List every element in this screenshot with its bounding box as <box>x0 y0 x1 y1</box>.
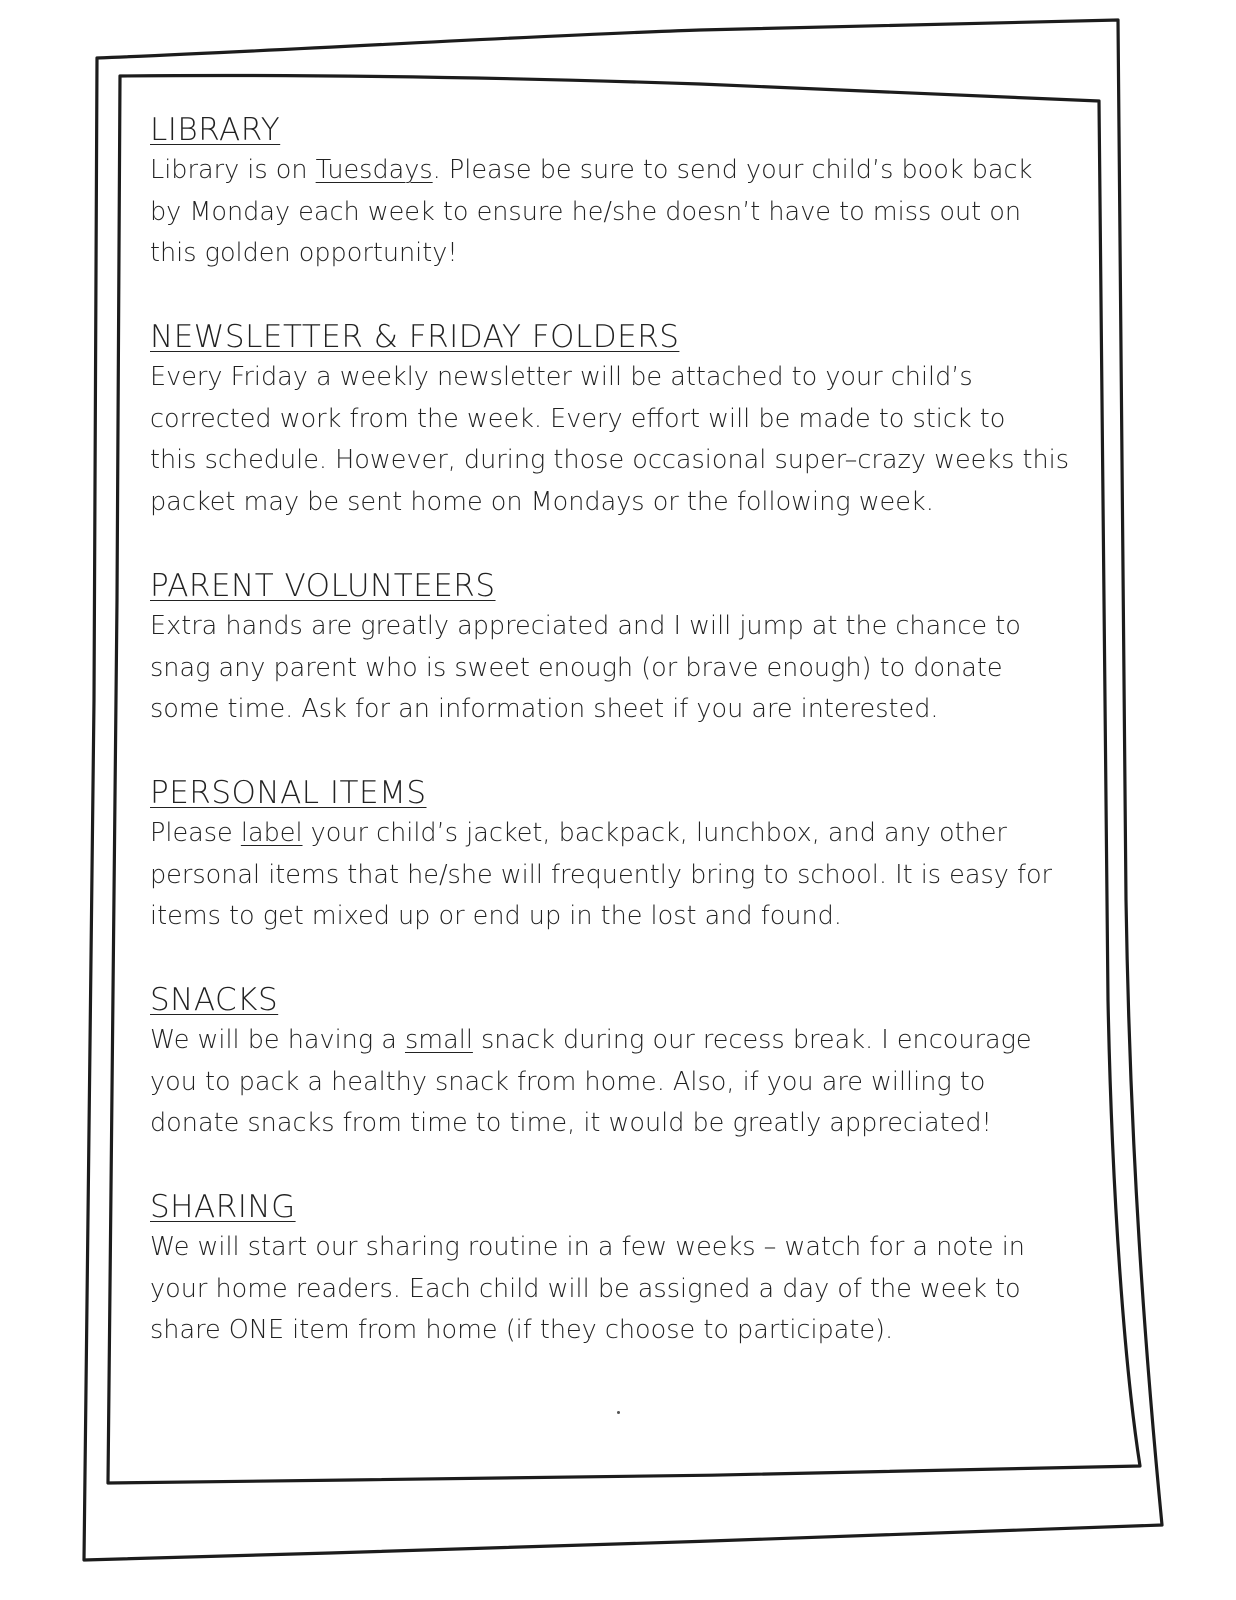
snacks-heading: SNACKS <box>150 982 279 1018</box>
text-run: Please <box>150 818 241 848</box>
paragraph-line: by Monday each week to ensure he/she doesn’t have to miss out on <box>150 196 1022 227</box>
paragraph-line <box>150 1020 1100 1062</box>
ink-speck <box>617 1411 620 1414</box>
paragraph-line <box>150 813 1100 855</box>
section-sharing <box>150 1187 1100 1352</box>
paragraph-line: some time. Ask for an information sheet if you are interested. <box>150 694 939 724</box>
library-paragraph <box>150 150 1100 275</box>
section-library <box>150 110 1100 275</box>
paragraph-line: your home readers. Each child will be assigned a day of the week to <box>150 1273 1021 1304</box>
library-heading: LIBRARY <box>150 112 281 148</box>
text-run: . Please be sure to send your child’s book back <box>432 155 1033 185</box>
underlined-word: label <box>240 818 303 848</box>
paragraph-line: items to get mixed up or end up in the lost and found. <box>150 901 842 931</box>
snacks-paragraph <box>150 1020 1100 1145</box>
personal-items-paragraph <box>150 813 1100 938</box>
sharing-paragraph <box>150 1227 1100 1352</box>
paragraph-line: this schedule. However, during those occasional super–crazy weeks this <box>150 445 1070 475</box>
paragraph-line: personal items that he/she will frequently bring to school. It is easy for <box>150 859 1053 890</box>
underlined-word: small <box>404 1025 473 1055</box>
underlined-word: Tuesdays <box>315 155 433 185</box>
personal-items-heading: PERSONAL ITEMS <box>150 775 427 811</box>
paragraph-line: packet may be sent home on Mondays or the following week. <box>150 486 934 517</box>
newsletter-heading: NEWSLETTER & FRIDAY FOLDERS <box>150 319 680 355</box>
sharing-heading: SHARING <box>150 1189 296 1225</box>
text-run: Library is on <box>150 155 316 185</box>
text-run: snack during our recess break. I encourage <box>472 1025 1032 1055</box>
paragraph-line: snag any parent who is sweet enough (or brave enough) to donate <box>150 652 1003 683</box>
text-run: We will be having a <box>150 1025 405 1055</box>
newsletter-paragraph <box>150 357 1100 523</box>
section-parent-volunteers <box>150 566 1100 731</box>
volunteers-paragraph <box>150 606 1100 731</box>
volunteers-heading: PARENT VOLUNTEERS <box>150 568 496 604</box>
text-run: your child’s jacket, backpack, lunchbox, and any other <box>302 818 1007 848</box>
paragraph-line: We will start our sharing routine in a few weeks – watch for a note in <box>150 1232 1025 1262</box>
paragraph-line: this golden opportunity! <box>150 238 458 268</box>
paragraph-line: Extra hands are greatly appreciated and I will jump at the chance to <box>150 611 1021 641</box>
paragraph-line: corrected work from the week. Every effort will be made to stick to <box>150 403 1006 434</box>
paragraph-line: you to pack a healthy snack from home. Also, if you are willing to <box>150 1066 986 1097</box>
section-personal-items <box>150 773 1100 938</box>
paragraph-line: share ONE item from home (if they choose to participate). <box>150 1315 894 1345</box>
paragraph-line <box>150 150 1100 192</box>
section-snacks <box>150 980 1100 1145</box>
paragraph-line: donate snacks from time to time, it would be greatly appreciated! <box>150 1108 992 1138</box>
section-newsletter <box>150 317 1100 523</box>
paragraph-line: Every Friday a weekly newsletter will be attached to your child’s <box>150 362 973 392</box>
